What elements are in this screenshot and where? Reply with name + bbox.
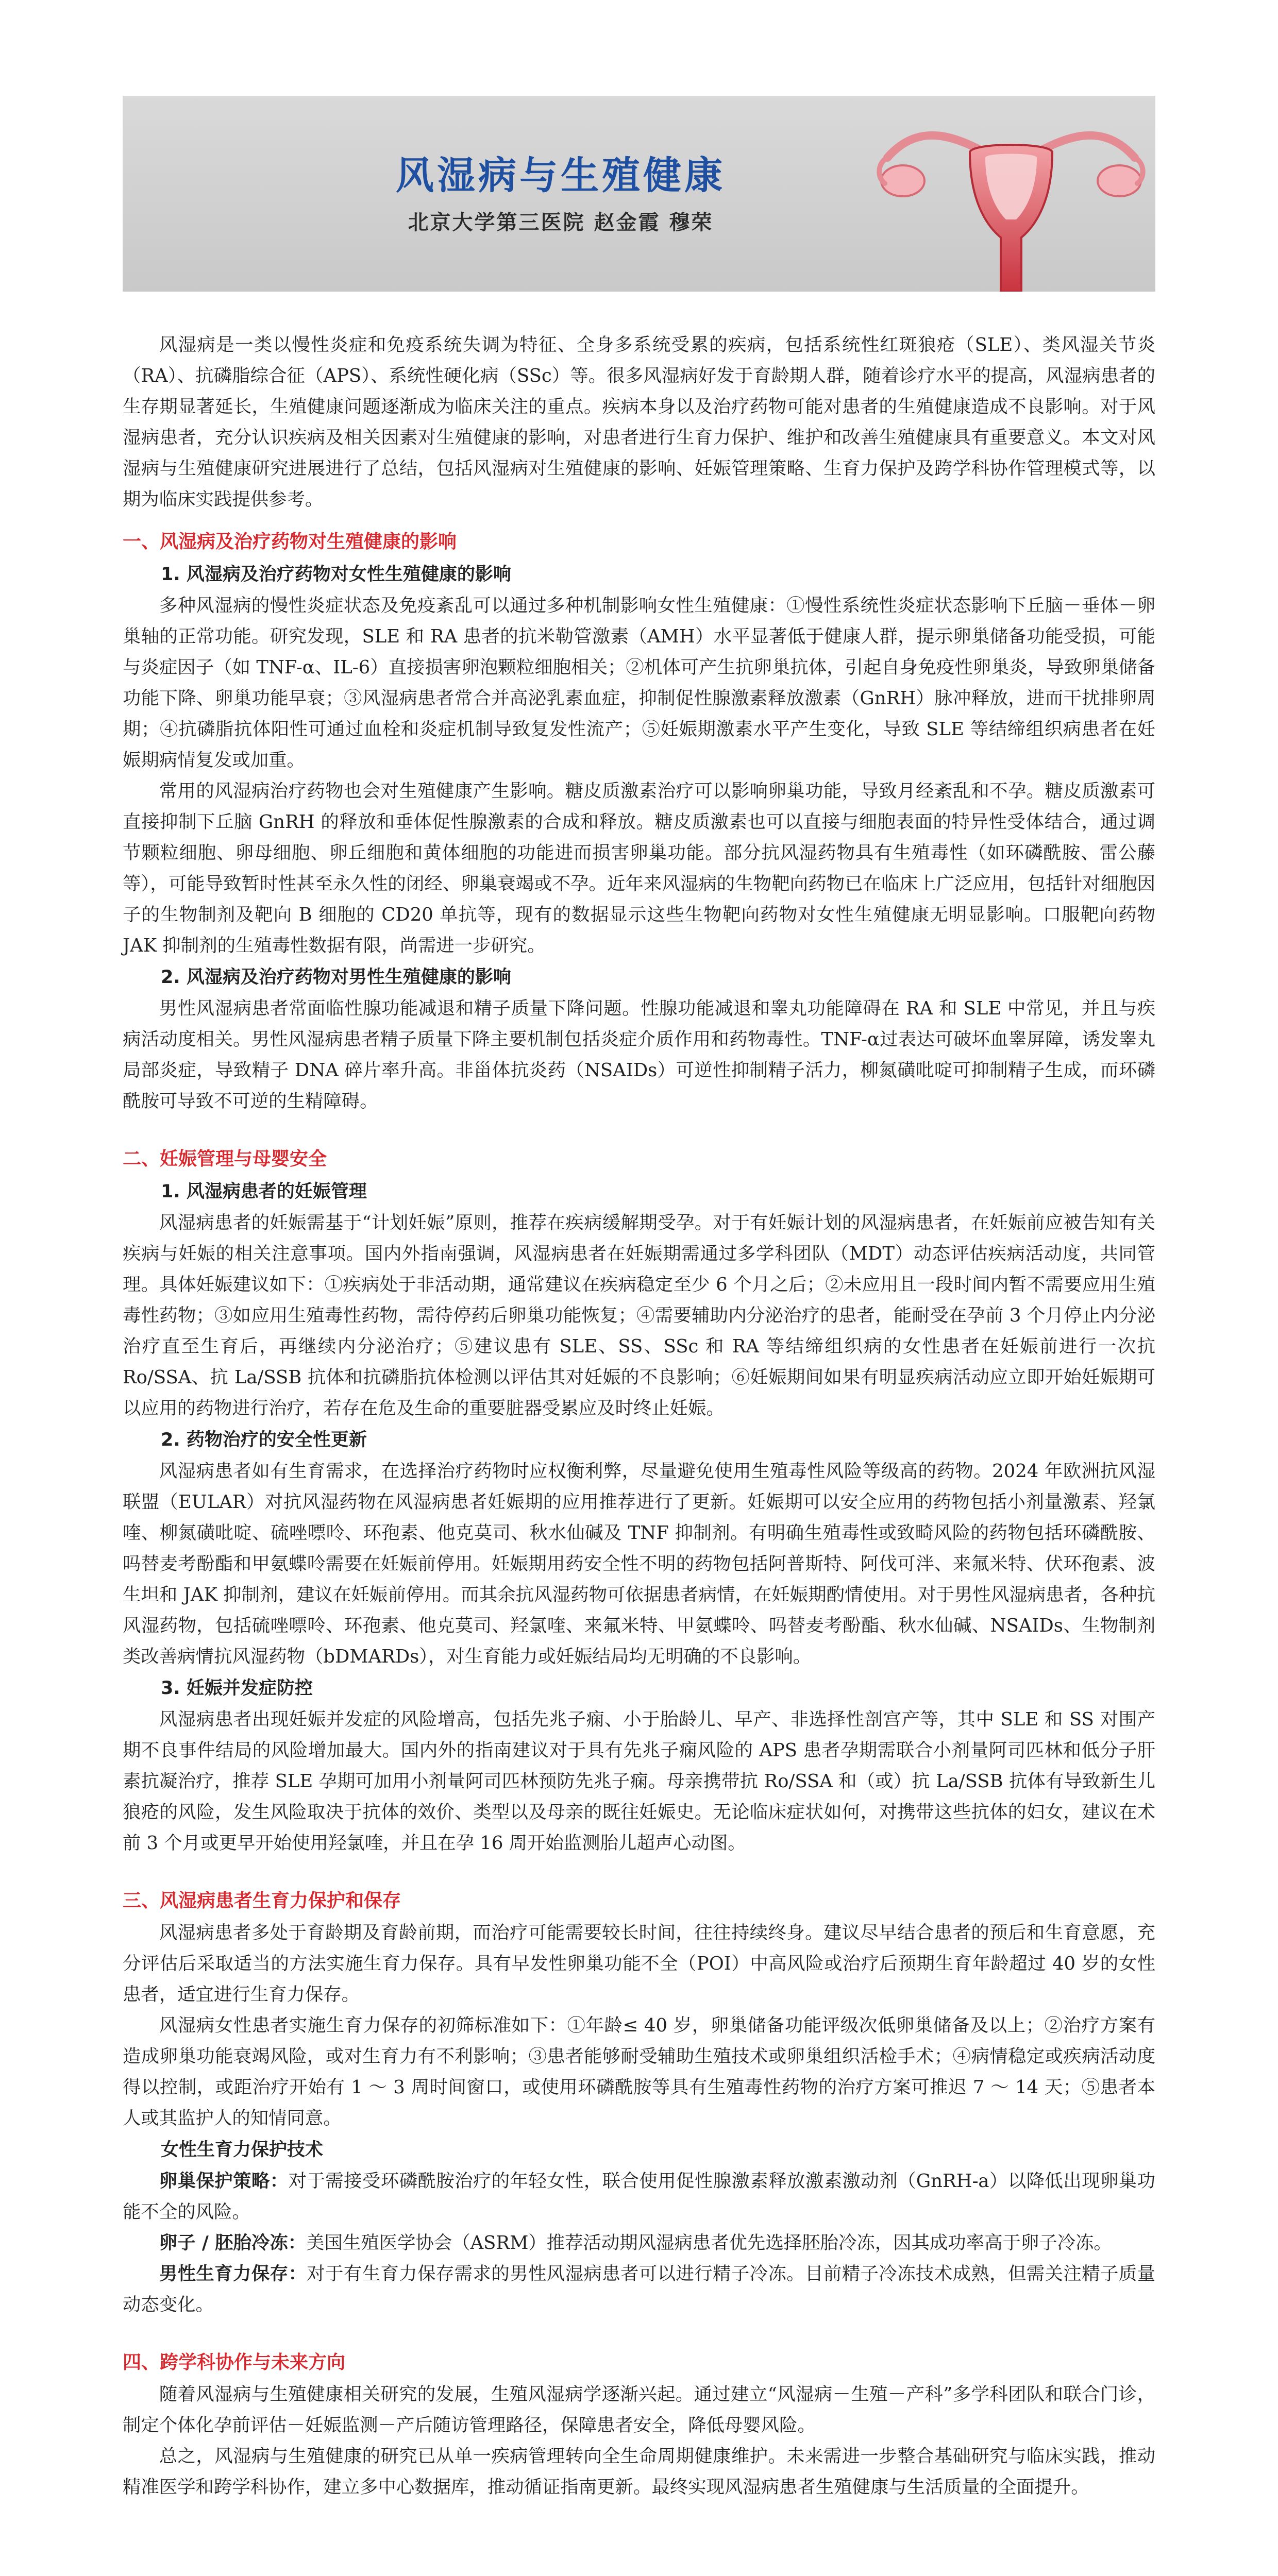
list-item [123, 2228, 1155, 2259]
paragraph: 风湿病患者出现妊娠并发症的风险增高，包括先兆子痫、小于胎龄儿、早产、非选择性剖宫产等，其中 SLE 和 SS 对围产期不良事件结局的风险增加最大。国内外的指南建议对于具有先兆子痫风险的 APS 患者孕期需联合小剂量阿司匹林和低分子肝素抗凝治疗，推荐 SLE 孕期可加用小剂量阿司匹林预防先兆子痫。母亲携带抗 Ro/SSA 和（或）抗 La/SSB 抗体有导致新生儿狼疮的风险，发生风险取决于抗体的效价、类型以及母亲的既往妊娠史。无论临床症状如何，对携带这些抗体的妇女，建议在术前 3 个月或更早开始使用羟氯喹，并且在孕 16 周开始监测胎儿超声心动图。 [123, 1709, 1155, 1854]
subsection-heading-1-1: 1. 风湿病及治疗药物对女性生殖健康的影响 [161, 564, 511, 585]
list-item [123, 2166, 1155, 2228]
item-text: 对于需接受环磷酰胺治疗的年轻女性，联合使用促性腺激素释放激素激动剂（GnRH-a）以降低出现卵巢功能不全的风险。 [123, 2171, 1155, 2223]
subsection-heading-1-2: 2. 风湿病及治疗药物对男性生殖健康的影响 [161, 967, 511, 988]
item-text: 美国生殖医学协会（ASRM）推荐活动期风湿病患者优先选择胚胎冷冻，因其成功率高于卵子冷冻。 [306, 2232, 1112, 2253]
section-heading-3: 三、风湿病患者生育力保护和保存 [123, 1890, 401, 1911]
section-heading-2: 二、妊娠管理与母婴安全 [123, 1148, 327, 1170]
paragraph: 多种风湿病的慢性炎症状态及免疫紊乱可以通过多种机制影响女性生殖健康：①慢性系统性炎症状态影响下丘脑－垂体－卵巢轴的正常功能。研究发现，SLE 和 RA 患者的抗米勒管激素（AMH）水平显著低于健康人群，提示卵巢储备功能受损，可能与炎症因子（如 TNF-α、IL-6）直接损害卵泡颗粒细胞相关；②机体可产生抗卵巢抗体，引起自身免疫性卵巢炎，导致卵巢储备功能下降、卵巢功能早衰；③风湿病患者常合并高泌乳素血症，抑制促性腺激素释放激素（GnRH）脉冲释放，进而干扰排卵周期；④抗磷脂抗体阳性可通过血栓和炎症机制导致复发性流产；⑤妊娠期激素水平产生变化，导致 SLE 等结缔组织病患者在妊娠期病情复发或加重。 [123, 595, 1155, 771]
article-authors: 北京大学第三医院 赵金霞 穆荣 [408, 211, 714, 234]
article-body [123, 330, 1155, 2503]
paragraph: 常用的风湿病治疗药物也会对生殖健康产生影响。糖皮质激素治疗可以影响卵巢功能，导致月经紊乱和不孕。糖皮质激素可直接抑制下丘脑 GnRH 的释放和垂体促性腺激素的合成和释放。糖皮质激素也可以直接与细胞表面的特异性受体结合，通过调节颗粒细胞、卵母细胞、卵丘细胞和黄体细胞的功能进而损害卵巢功能。部分抗风湿药物具有生殖毒性（如环磷酰胺、雷公藤等），可能导致暂时性甚至永久性的闭经、卵巢衰竭或不孕。近年来风湿病的生物靶向药物已在临床上广泛应用，包括针对细胞因子的生物制剂及靶向 B 细胞的 CD20 单抗等，现有的数据显示这些生物靶向药物对女性生殖健康无明显影响。口服靶向药物 JAK 抑制剂的生殖毒性数据有限，尚需进一步研究。 [123, 781, 1155, 956]
list-item [123, 2259, 1155, 2320]
intro-paragraph: 风湿病是一类以慢性炎症和免疫系统失调为特征、全身多系统受累的疾病，包括系统性红斑狼疮（SLE）、类风湿关节炎（RA）、抗磷脂综合征（APS）、系统性硬化病（SSc）等。很多风湿病好发于育龄期人群，随着诊疗水平的提高，风湿病患者的生存期显著延长，生殖健康问题逐渐成为临床关注的重点。疾病本身以及治疗药物可能对患者的生殖健康造成不良影响。对于风湿病患者，充分认识疾病及相关因素对生殖健康的影响，对患者进行生育力保护、维护和改善生殖健康具有重要意义。本文对风湿病与生殖健康研究进展进行了总结，包括风湿病对生殖健康的影响、妊娠管理策略、生育力保护及跨学科协作管理模式等，以期为临床实践提供参考。 [123, 334, 1155, 510]
paragraph: 风湿病患者多处于育龄期及育龄前期，而治疗可能需要较长时间，往往持续终身。建议尽早结合患者的预后和生育意愿，充分评估后采取适当的方法实施生育力保存。具有早发性卵巢功能不全（POI）中高风险或治疗后预期生育年龄超过 40 岁的女性患者，适宜进行生育力保存。 [123, 1922, 1155, 2005]
paragraph: 总之，风湿病与生殖健康的研究已从单一疾病管理转向全生命周期健康维护。未来需进一步整合基础研究与临床实践，推动精准医学和跨学科协作，建立多中心数据库，推动循证指南更新。最终实现风湿病患者生殖健康与生活质量的全面提升。 [123, 2446, 1155, 2498]
subsection-heading-3-1: 女性生育力保护技术 [161, 2140, 324, 2160]
paragraph: 风湿病患者的妊娠需基于“计划妊娠”原则，推荐在疾病缓解期受孕。对于有妊娠计划的风湿病患者，在妊娠前应被告知有关疾病与妊娠的相关注意事项。国内外指南强调，风湿病患者在妊娠期需通过多学科团队（MDT）动态评估疾病活动度，共同管理。具体妊娠建议如下：①疾病处于非活动期，通常建议在疾病稳定至少 6 个月之后；②未应用且一段时间内暂不需要应用生殖毒性药物；③如应用生殖毒性药物，需待停药后卵巢功能恢复；④需要辅助内分泌治疗的患者，能耐受在孕前 3 个月停止内分泌治疗直至生育后，再继续内分泌治疗；⑤建议患有 SLE、SS、SSc 和 RA 等结缔组织病的女性患者在妊娠前进行一次抗 Ro/SSA、抗 La/SSB 抗体和抗磷脂抗体检测以评估其对妊娠的不良影响；⑥妊娠期间如果有明显疾病活动应立即开始妊娠期可以应用的药物进行治疗，若存在危及生命的重要脏器受累应及时终止妊娠。 [123, 1212, 1155, 1419]
paragraph: 风湿病患者如有生育需求，在选择治疗药物时应权衡利弊，尽量避免使用生殖毒性风险等级高的药物。2024 年欧洲抗风湿联盟（EULAR）对抗风湿药物在风湿病患者妊娠期的应用推荐进行了更新。妊娠期可以安全应用的药物包括小剂量激素、羟氯喹、柳氮磺吡啶、硫唑嘌呤、环孢素、他克莫司、秋水仙碱及 TNF 抑制剂。有明确生殖毒性或致畸风险的药物包括环磷酰胺、吗替麦考酚酯和甲氨蝶呤需要在妊娠前停用。妊娠期用药安全性不明的药物包括阿普斯特、阿伐可泮、来氟米特、伏环孢素、波生坦和 JAK 抑制剂，建议在妊娠前停用。而其余抗风湿药物可依据患者病情，在妊娠期酌情使用。对于男性风湿病患者，各种抗风湿药物，包括硫唑嘌呤、环孢素、他克莫司、羟氯喹、来氟米特、甲氨蝶呤、吗替麦考酚酯、秋水仙碱、NSAIDs、生物制剂类改善病情抗风湿药物（bDMARDs），对生育能力或妊娠结局均无明确的不良影响。 [123, 1461, 1155, 1667]
subsection-heading-2-3: 3. 妊娠并发症防控 [161, 1678, 313, 1699]
item-term: 卵巢保护策略： [159, 2171, 289, 2192]
paragraph: 随着风湿病与生殖健康相关研究的发展，生殖风湿病学逐渐兴起。通过建立“风湿病－生殖－产科”多学科团队和联合门诊，制定个体化孕前评估－妊娠监测－产后随访管理路径，保障患者安全，降低母婴风险。 [123, 2384, 1155, 2436]
article-title: 风湿病与生殖健康 [396, 154, 726, 198]
item-term: 男性生育力保存： [159, 2263, 307, 2284]
header-banner [123, 96, 1155, 292]
section-heading-4: 四、跨学科协作与未来方向 [123, 2352, 346, 2373]
section-heading-1: 一、风湿病及治疗药物对生殖健康的影响 [123, 531, 457, 552]
paragraph: 风湿病女性患者实施生育力保存的初筛标准如下：①年龄≤ 40 岁，卵巢储备功能评级次低卵巢储备及以上；②治疗方案有造成卵巢功能衰竭风险，或对生育力有不利影响；③患者能够耐受辅助生殖技术或卵巢组织活检手术；④病情稳定或疾病活动度得以控制，或距治疗开始有 1 ～ 3 周时间窗口，或使用环磷酰胺等具有生殖毒性药物的治疗方案可推迟 7 ～ 14 天；⑤患者本人或其监护人的知情同意。 [123, 2015, 1155, 2129]
subsection-heading-2-1: 1. 风湿病患者的妊娠管理 [161, 1181, 367, 1202]
paragraph: 男性风湿病患者常面临性腺功能减退和精子质量下降问题。性腺功能减退和睾丸功能障碍在 RA 和 SLE 中常见，并且与疾病活动度相关。男性风湿病患者精子质量下降主要机制包括炎症介质作用和药物毒性。TNF-α过表达可破坏血睾屏障，诱发睾丸局部炎症，导致精子 DNA 碎片率升高。非甾体抗炎药（NSAIDs）可逆性抑制精子活力，柳氮磺吡啶可抑制精子生成，而环磷酰胺可导致不可逆的生精障碍。 [123, 998, 1155, 1112]
subsection-heading-2-2: 2. 药物治疗的安全性更新 [161, 1430, 367, 1450]
item-term: 卵子 / 胚胎冷冻： [159, 2232, 307, 2253]
uterus-illustration-icon [867, 96, 1155, 292]
item-text: 对于有生育力保存需求的男性风湿病患者可以进行精子冷冻。目前精子冷冻技术成熟，但需关注精子质量动态变化。 [123, 2263, 1156, 2315]
